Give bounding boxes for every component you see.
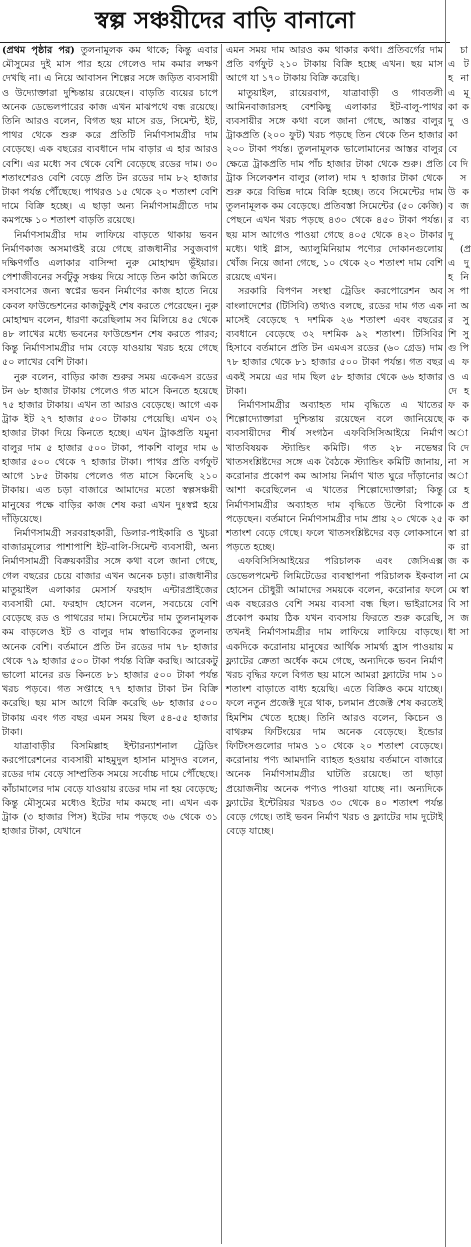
paragraph: নির্মাণসামগ্রীর দাম লাফিয়ে বাড়তে থাকায় ভবন নির্মাণকাজ অসমাপ্তই রয়ে গেছে রাজধানীর সবুজবাগ দক্ষিণগাঁও এলাকার বাসিন্দা নুরু মোহাম্মদ ভূঁইয়ার। পেশাজীবনের সর্বটুকু সঞ্চয় দিয়ে সাড়ে তিন কাঠা জমিতে বসবাসের জন্য স্বপ্নের ভবন নির্মাণের কাজ হাতে নিয়ে কেবল ফাউন্ডেশনের কাজটুকুই শেষ করতে পেরেছেন। নুরু মোহাম্মদ বলেন, ধারণা করেছিলাম সব মিলিয়ে ৪৫ থেকে ৪৮ লাখের মধ্যে ভবনের ফাউন্ডেশন শেষ করতে পারব; কিন্তু নির্মাণসামগ্রীর দাম বেড়ে যাওয়ায় খরচ হয়ে গেছে ৫০ লাখের বেশি টাকা।	[2, 229, 218, 369]
article-column-2	[226, 44, 443, 1244]
column-divider-right	[445, 0, 446, 1247]
column-divider	[221, 44, 222, 1244]
cut-off-text: (প্র এ দু হ নি স পা না অ র সু শি সু গু পি এ ফ ও এ দে হ ফ ক ক ক অা বি দে না স অা রে হ ক প্র ক কা স্বা রা ক রা জ ক না মে মে স্বা বি সা স জ ধা সা ম	[448, 243, 471, 653]
continuation-tag: (প্রথম পৃষ্ঠার পর)	[2, 45, 75, 56]
paragraph: যাত্রাবাড়ীর বিসমিল্লাহ ইন্টারন্যাশনাল ট্রেডিং করপোরেশনের ব্যবসায়ী মাহমুদুল হাসান মাসুদও বলেন, রডের দাম বেড়ে সাম্প্রতিক সময়ে সর্বোচ্চ দামে পৌঁছেছে। কাঁচামালের দাম বেড়ে যাওয়ায় রডের দাম না হয় বেড়েছে; কিন্তু মৌসুমের মধ্যেও ইটের দাম কমছে না। এখন এক ট্রাক (৩ হাজার পিস) ইটের দাম পড়ছে ৩৬ থেকে ৩১ হাজার টাকা, যেখানে	[2, 740, 218, 838]
paragraph	[2, 44, 218, 229]
paragraph: এমন সময় দাম আরও কম থাকার কথা। প্রতিবর্গের দাম প্রতি বর্গফুট ২১০ টাকায় বিক্রি হচ্ছে এখন। ছয় মাস আগে যা ১৭০ টাকায় বিক্রি করেছি।	[226, 45, 443, 85]
paragraph: এফবিসিসিআইয়ের পরিচালক এবং জেসিএক্স ডেভেলপমেন্ট লিমিটেডের ব্যবস্থাপনা পরিচালক ইকবাল হোসেন চৌধুরী আমাদের সময়কে বলেন, করোনার ফলে এক বছরেরও বেশি সময় ব্যবসা বন্ধ ছিল। ভাইরাসের প্রকোপ কমায় ঠিক যখন ব্যবসায় ফিরতে শুরু করেছি, তখনই নির্মাণসামগ্রীর দাম লাফিয়ে লাফিয়ে বাড়ছে। একদিকে করোনায় মানুষের আর্থিক সামর্থ্য হ্রাস পাওয়ায় ফ্ল্যাটের ক্রেতা অর্ধেক কমে গেছে, অন্যদিকে ভবন নির্মাণ খরচ বৃদ্ধির ফলে বিগত ছয় মাসে আমরা ফ্ল্যাটের দাম ১০ শতাংশ বাড়াতে বাধ্য হয়েছি। এতে বিক্রিও কমে যাচ্ছে। ফলে নতুন প্রজেক্ট দূরে থাক, চলমান প্রজেক্ট শেষ করতেই হিমশিম খেতে হচ্ছে। তিনি আরও বলেন, কিচেন ও বাথরুম ফিটিংয়ের দাম অনেক বেড়েছে। ইন্ডোর ফিটিংসগুলোর দামও ১০ থেকে ২০ শতাংশ বেড়েছে। করোনায় পণ্য আমদানি ব্যাহত হওয়ায় বর্তমানে বাজারে অনেক নির্মাণসামগ্রীর ঘাটতি রয়েছে। তা ছাড়া প্রয়োজনীয় অনেক পণ্যও পাওয়া যাচ্ছে না। অন্যদিকে ফ্ল্যাটের ইন্টেরিয়র খরচও ৩০ থেকে ৪০ শতাংশ পর্যন্ত বেড়ে গেছে। তাই ভবন নির্মাণ খরচ ও ফ্ল্যাটের দাম দুটোই বেড়ে যাচ্ছে।	[226, 556, 443, 838]
article-column-1	[2, 44, 218, 1244]
paragraph: নির্মাণসামগ্রী সরবরাহকারী, ডিলার-পাইকারি ও খুচরা বাজারমূল্যের পাশাপাশি ইট-বালি-সিমেন্ট ব্যবসায়ী, অন্য নির্মাণসামগ্রী বিক্রয়কারীর সঙ্গে কথা বলে জানা গেছে, গেল বছরের চেয়ে বাজার এখন অনেক চড়া। রাজধানীর মাতুয়াইল এলাকার মেসার্স ফরহাদ এন্টারপ্রাইজের ব্যবসায়ী মো. ফরহাদ হোসেন বলেন, সবচেয়ে বেশি বেড়েছে রড ও পাথরের দাম। সিমেন্টের দাম তুলনামূলক কম বাড়লেও ইট ও বালুর দাম স্বাভাবিকের তুলনায় অনেক বেশি। বর্তমানে প্রতি টন রডের দাম ৭৮ হাজার থেকে ৭৯ হাজার ৫০০ টাকা পর্যন্ত বিক্রি করছি। আরেকটু ভালো মানের রড কিনতে ৮১ হাজার ৫০০ টাকা পর্যন্ত খরচ পড়বে। গত সপ্তাহে ৭৭ হাজার টাকা টন বিক্রি করেছি। ছয় মাস আগে বিক্রি করেছি ৬৮ হাজার ৫০০ টাকায় এবং গত বছর এমন সময় ছিল ৫৪-৫৫ হাজার টাকা।	[2, 527, 218, 738]
paragraph: নুরু বলেন, বাড়ির কাজ শুরুর সময় একেএস রডের টন ৬৮ হাজার টাকায় পেলেও গত মাসে কিনতে হয়েছে ৭৫ হাজার টাকায়। এখন তা আরও বেড়েছে। আগে এক ট্রাক ইট ২৭ হাজার ৫০০ টাকায় পেয়েছি। এখন ৩২ হাজার টাকা দিয়ে কিনতে হচ্ছে। এখন ট্রাকপ্রতি যমুনা বালুর দাম ৫ হাজার ৫০০ টাকা, পাকশি বালুর দাম ৬ হাজার ৫০০ থেকে ৭ হাজার টাকা। পাথর প্রতি বর্গফুট আগে ১৮৫ টাকায় পেলেও গত মাসে কিনেছি ২১০ টাকায়। এত চড়া বাজারে আমাদের মতো স্বল্পসঞ্চয়ী মানুষের পক্ষে বাড়ির কাজ শেষ করা এখন দুঃস্বপ্ন হয়ে দাঁড়িয়েছে।	[2, 371, 218, 525]
headline: স্বল্প সঞ্চয়ীদের বাড়ি বানানো	[0, 0, 450, 43]
paragraph: সরকারি বিপণন সংস্থা ট্রেডিং করপোরেশন অব বাংলাদেশের (টিসিবি) তথ্যও বলছে, রডের দাম গত এক মাসেই বেড়েছে ৭ দশমিক ২৬ শতাংশ এবং বছরের ব্যবধানে বেড়েছে ৩২ দশমিক ৯২ শতাংশ। টিসিবির হিসাবে বর্তমানে প্রতি টন এমএস রডের (৬০ গ্রেড) দাম ৭৮ হাজার থেকে ৮১ হাজার ৫০০ টাকা পর্যন্ত। গত বছর একই সময়ে এর দাম ছিল ৫৮ হাজার থেকে ৬৬ হাজার টাকা।	[226, 286, 443, 397]
paragraph: মাতুয়াইল, রায়েরবাগ, যাত্রাবাড়ী ও গাবতলী আমিনবাজারসহ বেশকিছু এলাকার ইট-বালু-পাথর ব্যবসায়ীর সঙ্গে কথা বলে জানা গেছে, আস্তর বালুর ট্রাকপ্রতি (২০০ ফুট) খরচ পড়ছে তিন থেকে তিন হাজার ২০০ টাকা পর্যন্ত। তুলনামূলক ভালোমানের আস্তর বালুর ক্ষেত্রে ট্রাকপ্রতি দাম পাঁচ হাজার টাকা থেকে শুরু। প্রতি ট্রাক সিলেকশন বালুর (লাল) দাম ৭ হাজার টাকা থেকে শুরু করে বিভিন্ন দামে বিক্রি হচ্ছে। তবে সিমেন্টের দাম তুলনামূলক কম বেড়েছে। প্রতিবস্তা সিমেন্টের (৫০ কেজি) পেছনে এখন খরচ পড়ছে ৪৩০ থেকে ৪৫০ টাকা পর্যন্ত। ছয় মাস আগেও পাওয়া গেছে ৪০৫ থেকে ৪২০ টাকার মধ্যে। থাই গ্লাস, অ্যালুমিনিয়াম পণ্যের দোকানগুলোয় খোঁজ নিয়ে জানা গেছে, ১০ থেকে ২০ শতাংশ দাম বেশি রয়েছে এখন।	[226, 87, 443, 284]
paragraph-text: তুলনামূলক কম থাকে; কিন্তু এবার মৌসুমের দুই মাস পার হয়ে গেলেও দাম কমার লক্ষণ দেখছি না। এ নিয়ে আবাসন শিল্পের সঙ্গে জড়িত ব্যবসায়ী ও উদ্যোক্তারা দুশ্চিন্তায় রয়েছেন। বাড়তি ব্যয়ের চাপে অনেক ডেভেলপারের কাজ এখন মাঝপথে বন্ধ রয়েছে। তিনি আরও বলেন, বিগত ছয় মাসে রড, সিমেন্ট, ইট, পাথর থেকে শুরু করে প্রতিটি নির্মাণসামগ্রীর দাম বেড়েছে। এক বছরের ব্যবধানে দাম বাড়ার এ হার আরও বেশি। এর মধ্যে সব থেকে বেশি বেড়েছে রডের দাম। ৩০ শতাংশেরও বেশি বেড়ে প্রতি টন রডের দাম ৮২ হাজার টাকা পর্যন্ত পৌঁছেছে। পাথরও ১৫ থেকে ২০ শতাংশ বেশি দামে বিক্রি হচ্ছে। এ ছাড়া অন্য নির্মাণসামগ্রীতে দাম কমপক্ষে ১০ শতাংশ বাড়তি রয়েছে।	[2, 45, 218, 227]
paragraph: নির্মাণসামগ্রীর অব্যাহত দাম বৃদ্ধিতে এ খাতের শিল্পোদ্যোক্তারা দুশ্চিন্তায় রয়েছেন বলে জানিয়েছে ব্যবসায়ীদের শীর্ষ সংগঠন এফবিসিসিআইয়ে নির্মাণ খাতবিষয়ক স্ট্যান্ডিং কমিটি। গত ২৮ নভেম্বর খাতসংশ্লিষ্টদের সঙ্গে এক বৈঠকে স্ট্যান্ডিং কমিটি জানায়, করোনার প্রকোপ কম আসায় নির্মাণ খাত ঘুরে দাঁড়ানোর আশা করেছিলেন এ খাতের শিল্পোদ্যোক্তারা; কিন্তু নির্মাণসামগ্রীর অব্যাহত দাম বৃদ্ধিতে উল্টো বিপাকে পড়েছেন। বর্তমানে নির্মাণসামগ্রীর দাম প্রায় ২০ থেকে ২৫ শতাংশ বেড়ে গেছে। ফলে খাতসংশ্লিষ্টদের বড় লোকসানে পড়তে হচ্ছে।	[226, 400, 443, 554]
adjacent-article-column	[448, 44, 469, 1244]
cut-off-text: স উ ক ব জ র ব্য দু	[448, 172, 469, 241]
cut-off-text: চা এ ট হ না এ মূ কা ক দু ও কা বে বে দি	[448, 45, 469, 170]
